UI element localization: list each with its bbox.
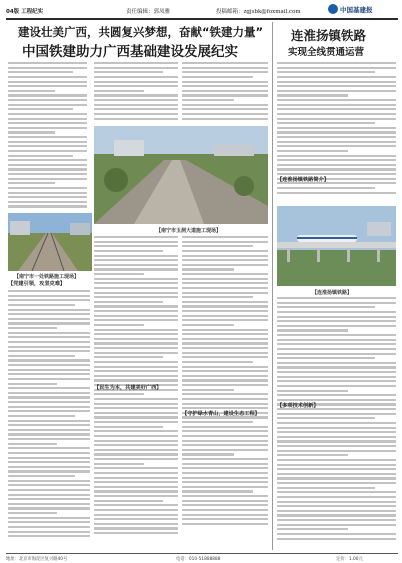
photo-railway-site (8, 213, 92, 271)
text-block (182, 236, 268, 550)
footer-address: 地址：北京市海淀区复兴路40号 (6, 556, 68, 562)
caption-left-photo: 【南宁市一处铁路施工现场】 (14, 274, 80, 280)
subhead-ecology: 【守护绿水青山，建设生态工程】 (182, 411, 260, 417)
text-block (94, 62, 178, 124)
column-divider (272, 22, 273, 550)
submission-email: 投稿邮箱：zgjsbk@foxmail.com (216, 9, 301, 15)
main-title-line1: 建设壮美广西，共圆复兴梦想，奋献“铁建力量” (18, 25, 264, 39)
text-block (277, 297, 396, 550)
subhead-livelihood: 【民生为本，共建美好广西】 (94, 385, 162, 391)
text-block (182, 62, 268, 124)
brand-name: 中国基建报 (340, 6, 373, 14)
subhead-party: 【党建引领，攻坚克难】 (8, 281, 66, 287)
subhead-intro: 【连淮扬镇铁路简介】 (277, 177, 329, 183)
text-block (8, 62, 87, 212)
photo-railway-bridge (277, 206, 396, 286)
footer-phone: 电话：010-51888888 (176, 556, 221, 562)
logo-icon (328, 4, 338, 14)
side-title-line2: 实现全线贯通运营 (288, 47, 365, 58)
editor-credit: 责任编辑：郭凤雅 (126, 9, 171, 15)
page-footer (6, 553, 398, 563)
main-title-line2: 中国铁建助力广西基础建设发展纪实 (22, 44, 238, 60)
side-title-line1: 连淮扬镇铁路 (291, 28, 367, 43)
photo-road-site (94, 126, 268, 224)
text-block (8, 290, 90, 550)
caption-center-photo: 【南宁市玉洞大道施工现场】 (156, 228, 222, 234)
footer-price: 定价：1.00元 (336, 556, 363, 562)
subhead-innovation: 【多项技术创新】 (277, 403, 319, 409)
page-label: 04版 工程纪实 (6, 9, 44, 15)
text-block (94, 236, 178, 550)
header-divider (6, 18, 398, 20)
masthead-logo (326, 2, 396, 16)
caption-right-photo: 【连淮扬镇铁路】 (312, 290, 353, 296)
